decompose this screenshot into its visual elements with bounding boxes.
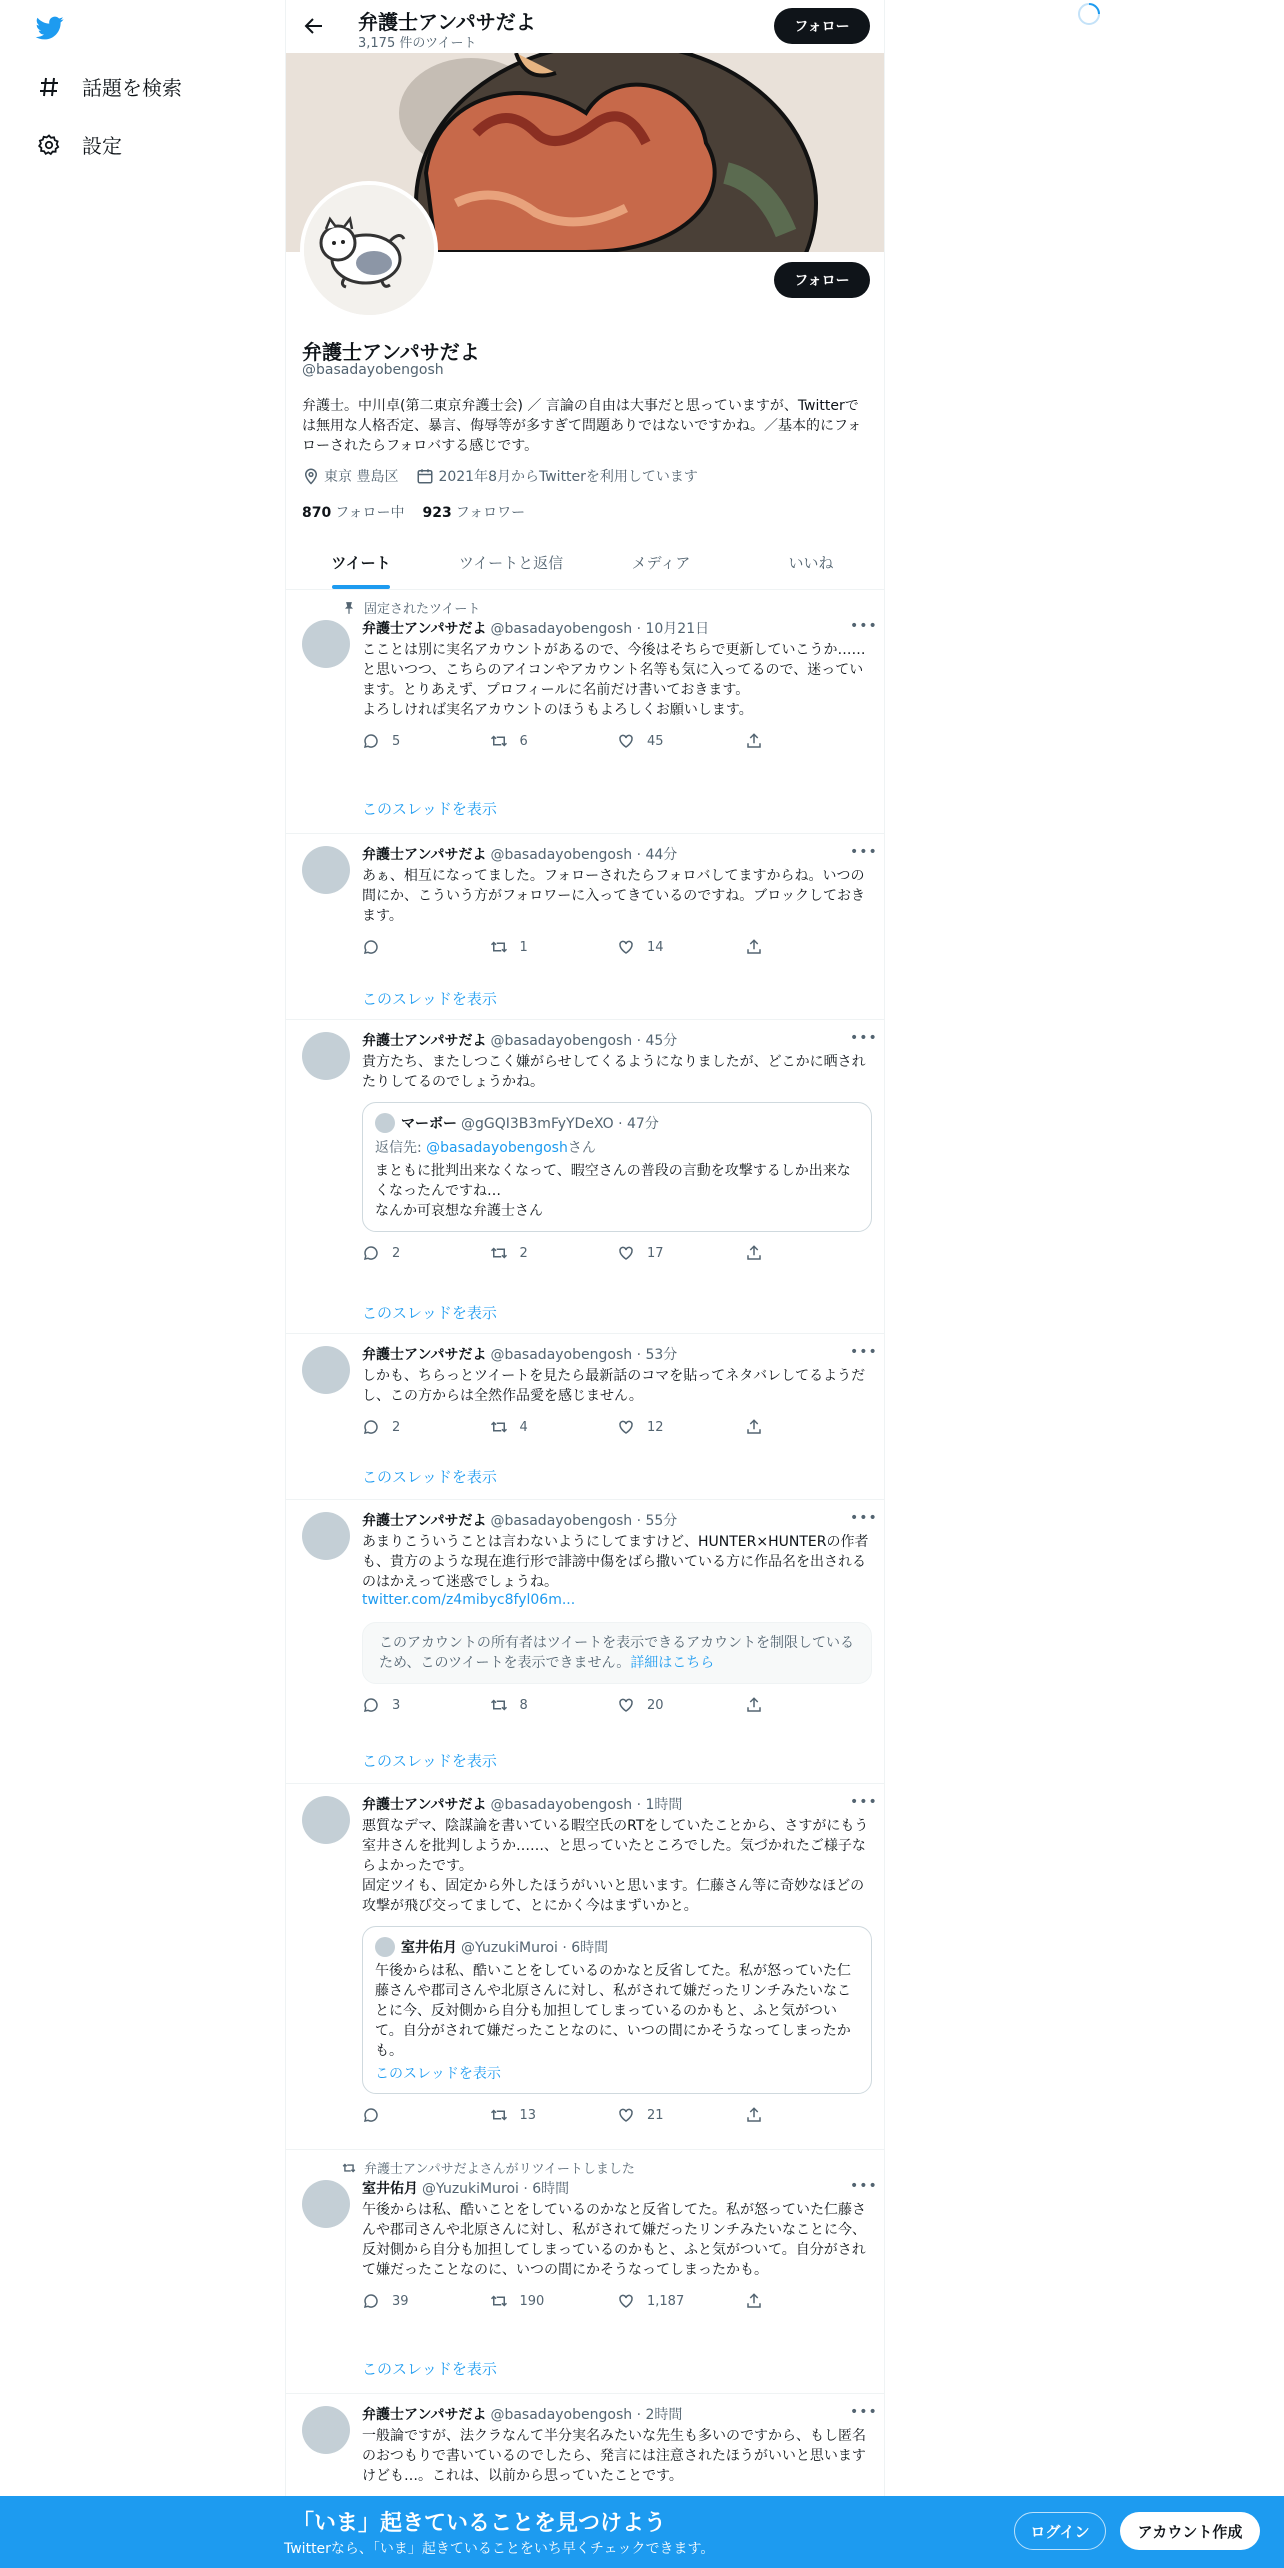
avatar[interactable] bbox=[302, 620, 350, 668]
tweet-header: 弁護士アンパサだよ @basadayobengosh · 53分 bbox=[362, 1347, 678, 1363]
more-options-icon[interactable]: ••• bbox=[850, 1030, 878, 1046]
profile-tabs bbox=[286, 536, 885, 590]
tweet-header: 室井佑月 @YuzukiMuroi · 6時間 bbox=[362, 2181, 570, 2197]
quoted-tweet-text: 午後からは私、酷いことをしているのかなと反省してた。私が怒っていた仁藤さんや郡司さんや北原さんに対し、私がされて嫌だったリンチみたいなことに今、反対側から自分も加担してしまっているのかもと、ふと気がついて。自分がされて嫌だったことなのに、いつの間にかそうなってしまったかも。 bbox=[375, 1963, 851, 2059]
retweet-button[interactable]: 2 bbox=[490, 1244, 618, 1262]
quoted-tweet[interactable]: 室井佑月 @YuzukiMuroi · 6時間 午後からは私、酷いことをしているのかなと反省してた。私が怒っていた仁藤さんや郡司さんや北原さんに対し、私がされて嫌だったリンチみたいなことに今、反対側から自分も加担してしまっているのかもと、ふと気がついて。自分がされて嫌だったことなのに、いつの間にかそうなってしまったかも。 このスレッドを表示 bbox=[362, 1926, 872, 2094]
reply-button[interactable] bbox=[362, 2106, 490, 2124]
retweet-icon bbox=[490, 1244, 508, 1262]
more-options-icon[interactable]: ••• bbox=[850, 1344, 878, 1360]
heart-icon bbox=[617, 938, 635, 956]
show-thread-link[interactable]: このスレッドを表示 bbox=[362, 1752, 497, 1770]
pin-icon bbox=[326, 601, 356, 615]
nav-settings[interactable] bbox=[36, 130, 122, 159]
heart-icon bbox=[617, 2292, 635, 2310]
retweet-icon bbox=[490, 2292, 508, 2310]
tweet-actions bbox=[362, 938, 872, 956]
tweet-item[interactable] bbox=[286, 834, 885, 1020]
avatar[interactable] bbox=[302, 2406, 350, 2454]
header-follow-button[interactable]: フォロー bbox=[774, 8, 870, 44]
share-button[interactable] bbox=[745, 1244, 873, 1262]
more-options-icon[interactable]: ••• bbox=[850, 844, 878, 860]
retweet-button[interactable]: 4 bbox=[490, 1418, 618, 1436]
pinned-context: 固定されたツイート bbox=[326, 598, 480, 617]
like-button[interactable]: 12 bbox=[617, 1418, 745, 1436]
like-button[interactable]: 45 bbox=[617, 732, 745, 750]
tweet-actions bbox=[362, 2292, 872, 2310]
twitter-logo-icon[interactable] bbox=[34, 14, 66, 42]
profile-name: 弁護士アンパサだよ bbox=[302, 340, 480, 364]
loading-spinner-icon bbox=[1077, 2, 1101, 26]
show-thread-link[interactable]: このスレッドを表示 bbox=[362, 800, 497, 818]
heart-icon bbox=[617, 1696, 635, 1714]
tweet-actions bbox=[362, 732, 872, 750]
avatar[interactable] bbox=[302, 1796, 350, 1844]
restricted-tweet-notice: このアカウントの所有者はツイートを表示できるアカウントを制限しているため、このツイートを表示できません。詳細はこちら bbox=[362, 1622, 872, 1684]
retweet-icon bbox=[490, 2106, 508, 2124]
share-button[interactable] bbox=[745, 938, 873, 956]
location-pin-icon bbox=[302, 467, 320, 485]
tweet-text: 一般論ですが、法クラなんて半分実名みたいな先生も多いのですから、もし匿名のおつもりで書いているのでしたら、発言には注意されたほうがいいと思いますけども…。これは、以前から思っていたことです。 bbox=[362, 2428, 866, 2484]
tweet-text: あまりこういうことは言わないようにしてますけど、HUNTER×HUNTERの作者も、貴方のような現在進行形で誹謗中傷をばら撒いている方に作品名を出されるのはかえって迷惑でしょうね。 bbox=[362, 1534, 869, 1590]
share-icon bbox=[745, 1696, 763, 1714]
tweet-item[interactable] bbox=[286, 2150, 885, 2394]
heart-icon bbox=[617, 1418, 635, 1436]
tab-tweets-and-replies[interactable]: ツイートと返信 bbox=[458, 554, 564, 572]
signup-banner-title: 「いま」起きていることを見つけよう bbox=[292, 2511, 667, 2536]
show-thread-link[interactable]: このスレッドを表示 bbox=[362, 1468, 497, 1486]
like-button[interactable]: 1,187 bbox=[617, 2292, 745, 2310]
reply-button[interactable]: 5 bbox=[362, 732, 490, 750]
share-icon bbox=[745, 732, 763, 750]
more-options-icon[interactable]: ••• bbox=[850, 618, 878, 634]
reply-button[interactable]: 39 bbox=[362, 2292, 490, 2310]
heart-icon bbox=[617, 732, 635, 750]
tweet-header: 弁護士アンパサだよ @basadayobengosh · 2時間 bbox=[362, 2407, 683, 2423]
profile-stats bbox=[302, 502, 543, 522]
tweet-header: 弁護士アンパサだよ @basadayobengosh · 45分 bbox=[362, 1033, 678, 1049]
reply-button[interactable]: 3 bbox=[362, 1696, 490, 1714]
tab-likes[interactable]: いいね bbox=[788, 554, 834, 572]
tweet-actions bbox=[362, 1244, 872, 1262]
tweet-text: 悪質なデマ、陰謀論を書いている暇空氏のRTをしていたことから、さすがにもう室井さんを批判しようか……、と思っていたところでした。気づかれたご様子ならよかったです。 固定ツイも、固定から外したほうがいいと思います。仁藤さん等に奇妙なほどの攻撃が飛び交ってまして、とにかく今はまずいかと。 bbox=[362, 1818, 869, 1914]
retweet-context: 弁護士アンパサだよさんがリツイートしました bbox=[326, 2158, 635, 2177]
retweet-button[interactable]: 1 bbox=[490, 938, 618, 956]
tweet-text: 貴方たち、またしつこく嫌がらせしてくるようになりましたが、どこかに晒されたりしてるのでしょうかね。 bbox=[362, 1054, 866, 1090]
tweet-item[interactable] bbox=[286, 1784, 885, 2150]
tweet-text: あぁ、相互になってました。フォローされたらフォロバしてますからね。いつの間にか、こういう方がフォロワーに入ってきているのですね。ブロックしておきます。 bbox=[362, 868, 866, 924]
hashtag-icon bbox=[36, 74, 62, 100]
retweet-icon bbox=[490, 1696, 508, 1714]
reply-icon bbox=[362, 732, 380, 750]
profile-avatar[interactable] bbox=[300, 181, 438, 319]
reply-icon bbox=[362, 2292, 380, 2310]
reply-icon bbox=[362, 1696, 380, 1714]
avatar[interactable] bbox=[302, 1512, 350, 1560]
nav-explore[interactable] bbox=[36, 72, 182, 101]
login-button[interactable]: ログイン bbox=[1014, 2512, 1106, 2550]
share-button[interactable] bbox=[745, 2106, 873, 2124]
retweet-icon bbox=[490, 1418, 508, 1436]
share-button[interactable] bbox=[745, 1696, 873, 1714]
quoted-show-thread-link[interactable]: このスレッドを表示 bbox=[375, 2066, 501, 2082]
retweet-button[interactable]: 13 bbox=[490, 2106, 618, 2124]
tweet-text: しかも、ちらっとツイートを見たら最新話のコマを貼ってネタバレしてるようだし、この方からは全然作品愛を感じません。 bbox=[362, 1368, 866, 1404]
tweet-actions bbox=[362, 1418, 872, 1436]
tweet-actions bbox=[362, 2106, 872, 2124]
retweet-button[interactable]: 190 bbox=[490, 2292, 618, 2310]
tweet-link[interactable]: twitter.com/z4mibyc8fyl06m... bbox=[362, 1592, 576, 1608]
nav-explore-label: 話題を検索 bbox=[82, 76, 182, 100]
like-button[interactable]: 21 bbox=[617, 2106, 745, 2124]
avatar[interactable] bbox=[302, 2180, 350, 2228]
tweet-item[interactable] bbox=[286, 590, 885, 834]
more-options-icon[interactable]: ••• bbox=[850, 1794, 878, 1810]
retweet-icon bbox=[490, 938, 508, 956]
header-tweet-count: 3,175 件のツイート bbox=[358, 36, 477, 51]
reply-icon bbox=[362, 2106, 380, 2124]
like-button[interactable]: 17 bbox=[617, 1244, 745, 1262]
more-options-icon[interactable]: ••• bbox=[850, 2178, 878, 2194]
learn-more-link[interactable]: 詳細はこちら bbox=[630, 1655, 715, 1671]
gear-icon bbox=[36, 132, 62, 158]
share-button[interactable] bbox=[745, 1418, 873, 1436]
signup-banner bbox=[0, 2496, 1284, 2568]
tweet-header: 弁護士アンパサだよ @basadayobengosh · 1時間 bbox=[362, 1797, 683, 1813]
avatar bbox=[375, 1113, 395, 1133]
reply-button[interactable] bbox=[362, 938, 490, 956]
like-button[interactable]: 14 bbox=[617, 938, 745, 956]
nav-settings-label: 設定 bbox=[82, 134, 122, 158]
avatar[interactable] bbox=[302, 1032, 350, 1080]
share-button[interactable] bbox=[745, 2292, 873, 2310]
tweet-header: 弁護士アンパサだよ @basadayobengosh · 44分 bbox=[362, 847, 678, 863]
followers-link[interactable]: 923 フォロワー bbox=[422, 505, 526, 521]
share-icon bbox=[745, 1418, 763, 1436]
more-options-icon[interactable]: ••• bbox=[850, 2404, 878, 2420]
like-button[interactable]: 20 bbox=[617, 1696, 745, 1714]
profile-handle: @basadayobengosh bbox=[302, 362, 444, 378]
avatar bbox=[375, 1937, 395, 1957]
show-thread-link[interactable]: このスレッドを表示 bbox=[362, 1304, 497, 1322]
tweet-item[interactable] bbox=[286, 1500, 885, 1784]
retweet-button[interactable]: 8 bbox=[490, 1696, 618, 1714]
profile-meta bbox=[302, 466, 716, 486]
profile-joined: 2021年8月からTwitterを利用しています bbox=[416, 466, 697, 486]
tweet-item[interactable] bbox=[286, 1334, 885, 1500]
quoted-tweet-text: まともに批判出来なくなって、暇空さんの普段の言動を攻撃するしか出来なくなったんですね… なんか可哀想な弁護士さん bbox=[375, 1163, 851, 1219]
retweet-button[interactable]: 6 bbox=[490, 732, 618, 750]
profile-follow-button[interactable]: フォロー bbox=[774, 262, 870, 298]
reply-to-label: 返信先: @basadayobengoshさん bbox=[375, 1140, 596, 1156]
header-profile-name: 弁護士アンパサだよ bbox=[358, 10, 536, 34]
quoted-tweet[interactable]: マーボー @gGQI3B3mFyYDeXO · 47分 返信先: @basadayobengoshさん まともに批判出来なくなって、暇空さんの普段の言動を攻撃するしか出来なくなったんですね… なんか可哀想な弁護士さん bbox=[362, 1102, 872, 1232]
following-link[interactable]: 870 フォロー中 bbox=[302, 505, 405, 521]
profile-bio: 弁護士。中川卓(第二東京弁護士会) ／ 言論の自由は大事だと思っていますが、Twitterでは無用な人格否定、暴言、侮辱等が多すぎて問題ありではないですかね。／基本的にフォローされたらフォロバする感じです。 bbox=[302, 398, 862, 454]
retweet-icon bbox=[326, 2161, 356, 2175]
more-options-icon[interactable]: ••• bbox=[850, 1510, 878, 1526]
tweet-header: 弁護士アンパサだよ @basadayobengosh · 55分 bbox=[362, 1513, 678, 1529]
reply-button[interactable]: 2 bbox=[362, 1244, 490, 1262]
tab-tweets[interactable]: ツイート bbox=[286, 536, 436, 589]
share-button[interactable] bbox=[745, 732, 873, 750]
reply-icon bbox=[362, 1244, 380, 1262]
show-thread-link[interactable]: このスレッドを表示 bbox=[362, 2360, 497, 2378]
heart-icon bbox=[617, 2106, 635, 2124]
share-icon bbox=[745, 2106, 763, 2124]
share-icon bbox=[745, 2292, 763, 2310]
reply-button[interactable]: 2 bbox=[362, 1418, 490, 1436]
profile-header-bar bbox=[286, 0, 885, 53]
tab-media[interactable]: メディア bbox=[631, 554, 691, 572]
tweet-actions bbox=[362, 1696, 872, 1714]
avatar[interactable] bbox=[302, 846, 350, 894]
calendar-icon bbox=[416, 467, 434, 485]
signup-banner-subtitle: Twitterなら、「いま」起きていることをいち早くチェックできます。 bbox=[284, 2541, 715, 2557]
reply-icon bbox=[362, 938, 380, 956]
heart-icon bbox=[617, 1244, 635, 1262]
show-thread-link[interactable]: このスレッドを表示 bbox=[362, 990, 497, 1008]
profile-column bbox=[285, 0, 885, 2568]
retweet-icon bbox=[490, 732, 508, 750]
tweet-header: 弁護士アンパサだよ @basadayobengosh · 10月21日 bbox=[362, 621, 710, 637]
share-icon bbox=[745, 938, 763, 956]
tweet-text: こことは別に実名アカウントがあるので、今後はそちらで更新していこうか……と思いつつ、こちらのアイコンやアカウント名等も気に入ってるので、迷っています。とりあえず、プロフィールに名前だけ書いておきます。 よろしければ実名アカウントのほうもよろしくお願いします。 bbox=[362, 642, 866, 718]
back-arrow-icon[interactable] bbox=[302, 14, 326, 38]
signup-button[interactable]: アカウント作成 bbox=[1120, 2512, 1260, 2550]
avatar[interactable] bbox=[302, 1346, 350, 1394]
tweet-item[interactable] bbox=[286, 1020, 885, 1334]
tweet-text: 午後からは私、酷いことをしているのかなと反省してた。私が怒っていた仁藤さんや郡司さんや北原さんに対し、私がされて嫌だったリンチみたいなことに今、反対側から自分も加担してしまっているのかもと、ふと気がついて。自分がされて嫌だったことなのに、いつの間にかそうなってしまったかも。 bbox=[362, 2202, 866, 2278]
reply-icon bbox=[362, 1418, 380, 1436]
share-icon bbox=[745, 1244, 763, 1262]
profile-location: 東京 豊島区 bbox=[302, 466, 398, 486]
